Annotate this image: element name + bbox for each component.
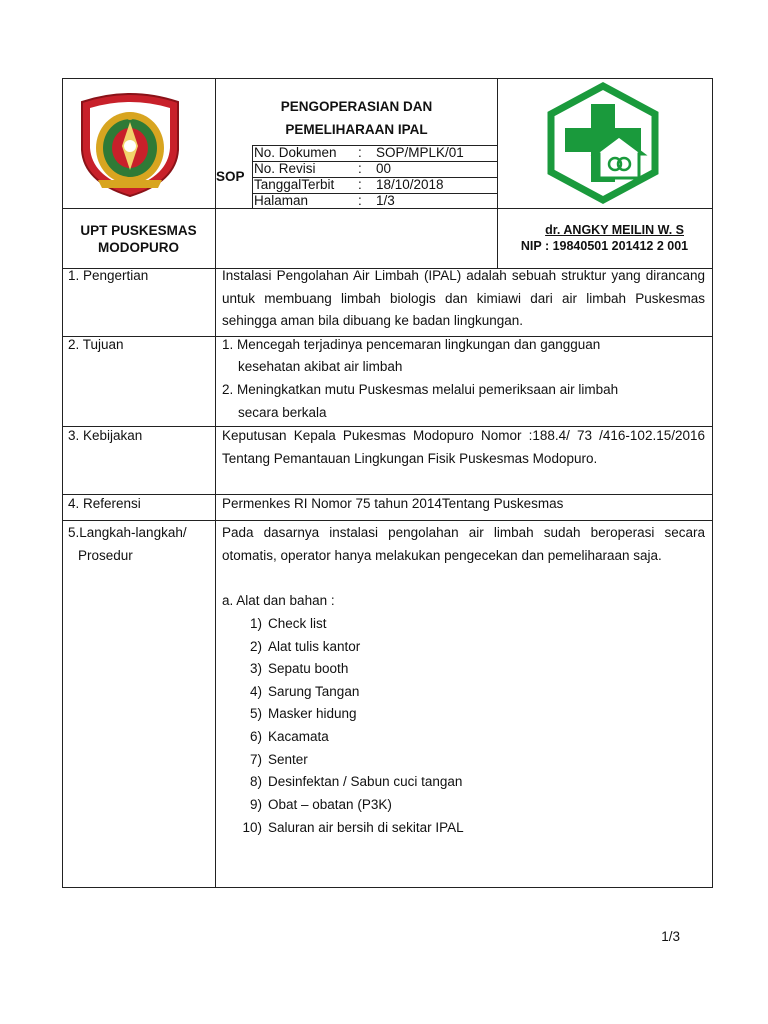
list-item-text: Masker hidung	[268, 706, 357, 721]
list-item-number: 6)	[249, 729, 262, 744]
page-number: 1/3	[661, 929, 680, 944]
regional-emblem-logo	[76, 88, 184, 200]
meta-value: 00	[376, 161, 392, 176]
section-label-kebijakan: 3. Kebijakan	[68, 428, 143, 443]
meta-label: TanggalTerbit	[254, 177, 335, 192]
list-item-text: Kacamata	[268, 729, 329, 744]
meta-row-revision	[252, 161, 497, 177]
list-item	[238, 771, 658, 793]
list-item-text: Sepatu booth	[268, 661, 349, 676]
section-label-referensi: 4. Referensi	[68, 496, 141, 511]
list-item	[238, 636, 658, 658]
list-item	[238, 703, 658, 725]
meta-label: No. Dokumen	[254, 145, 337, 160]
list-item	[238, 681, 658, 703]
puskesmas-logo	[537, 80, 669, 206]
meta-separator: :	[358, 177, 362, 192]
list-item	[238, 749, 658, 771]
meta-separator: :	[358, 161, 362, 176]
puskesmas-cross-icon	[537, 80, 669, 206]
section-text-kebijakan: Keputusan Kepala Pukesmas Modopuro Nomor :188.4/ 73 /416-102.15/2016 Tentang Pemantauan Lingkungan Fisik Puskesmas Modopuro.	[222, 428, 705, 466]
list-item-text: Check list	[268, 616, 327, 631]
list-item-text: Senter	[268, 752, 308, 767]
list-item-number: 10)	[242, 820, 262, 835]
document-title-line-2: PEMELIHARAAN IPAL	[285, 122, 428, 137]
signer-name: dr. ANGKY MEILIN W. S	[545, 223, 684, 237]
row-divider-referensi	[62, 520, 713, 521]
section-text-pengertian: Instalasi Pengolahan Air Limbah (IPAL) adalah sebuah struktur yang dirancang untuk membuang limbah biologis dan kimiawi dari air limbah Puskesmas sehingga aman bila dibuang ke badan lingkungan.	[222, 268, 705, 328]
meta-value: 18/10/2018	[376, 177, 444, 192]
list-item-text: Alat tulis kantor	[268, 639, 361, 654]
signer-nip: NIP : 19840501 201412 2 001	[520, 239, 689, 253]
list-item-number: 1)	[249, 616, 262, 631]
list-item	[238, 817, 658, 839]
org-name-line-1: UPT PUSKESMAS	[80, 223, 197, 238]
list-item-number: 3)	[249, 661, 262, 676]
meta-row-issue-date	[252, 177, 497, 193]
list-item	[238, 613, 658, 635]
langkah-sub-a: a. Alat dan bahan :	[222, 593, 335, 608]
list-item-number: 4)	[249, 684, 262, 699]
list-item-number: 7)	[249, 752, 262, 767]
list-item-text: Desinfektan / Sabun cuci tangan	[268, 774, 463, 789]
section-label-tujuan: 2. Tujuan	[68, 337, 124, 352]
section-label-langkah: 5.Langkah-langkah/	[68, 525, 187, 540]
meta-value: SOP/MPLK/01	[376, 145, 464, 160]
list-item	[238, 658, 658, 680]
meta-separator: :	[358, 193, 362, 208]
tujuan-item-2: 2. Meningkatkan mutu Puskesmas melalui pemeriksaan air limbah	[222, 382, 619, 397]
list-item-text: Saluran air bersih di sekitar IPAL	[268, 820, 464, 835]
section-label-prosedur: Prosedur	[78, 548, 133, 563]
list-item	[238, 794, 658, 816]
meta-label: No. Revisi	[254, 161, 316, 176]
tujuan-item-2-cont: secara berkala	[238, 405, 327, 420]
meta-row-document-number	[252, 145, 497, 161]
list-item	[238, 726, 658, 748]
list-item-number: 5)	[249, 706, 262, 721]
list-item-number: 9)	[249, 797, 262, 812]
org-name-line-2: MODOPURO	[98, 240, 179, 255]
tujuan-item-1: 1. Mencegah terjadinya pencemaran lingkungan dan gangguan	[222, 337, 601, 352]
meta-separator: :	[358, 145, 362, 160]
section-label-pengertian: 1. Pengertian	[68, 268, 149, 283]
list-item-number: 2)	[249, 639, 262, 654]
list-item-text: Sarung Tangan	[268, 684, 360, 699]
meta-value: 1/3	[376, 193, 395, 208]
sop-label: SOP	[216, 169, 245, 184]
list-item-number: 8)	[249, 774, 262, 789]
col-divider-left	[215, 78, 216, 888]
tujuan-item-1-cont: kesehatan akibat air limbah	[238, 359, 403, 374]
section-text-referensi: Permenkes RI Nomor 75 tahun 2014Tentang Puskesmas	[222, 496, 564, 511]
shield-emblem-icon	[76, 88, 184, 200]
list-item-text: Obat – obatan (P3K)	[268, 797, 392, 812]
section-text-langkah-intro: Pada dasarnya instalasi pengolahan air limbah sudah beroperasi secara otomatis, operator hanya melakukan pengecekan dan pemeliharaan saja.	[222, 525, 705, 563]
document-title-line-1: PENGOPERASIAN DAN	[280, 99, 433, 114]
meta-label: Halaman	[254, 193, 309, 208]
meta-row-page	[252, 193, 497, 209]
